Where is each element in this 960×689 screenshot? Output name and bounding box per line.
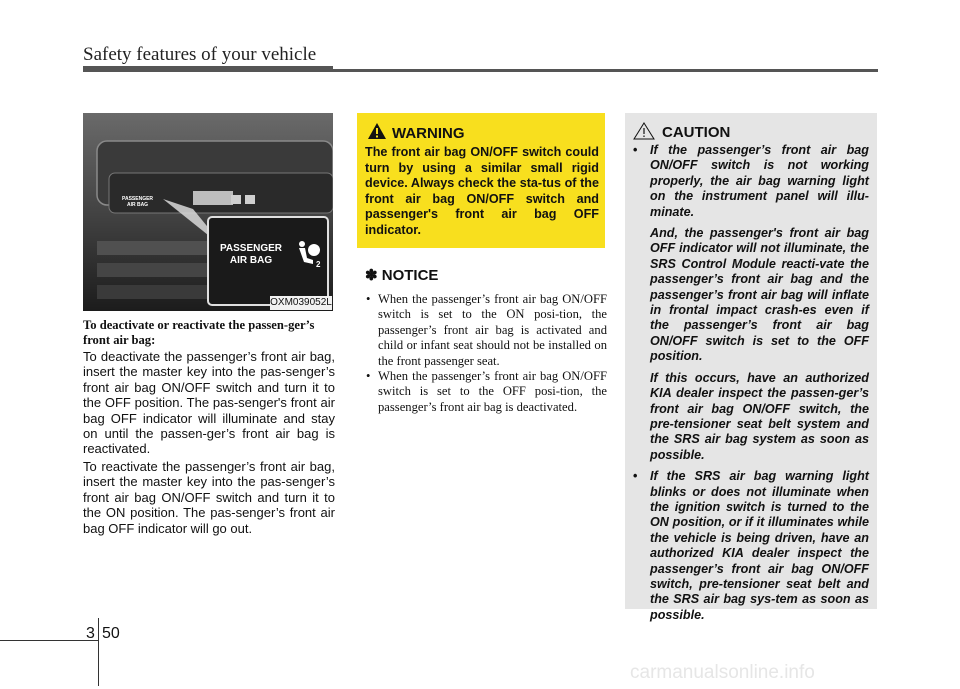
photo-label-small	[122, 196, 153, 208]
caution-list	[633, 143, 869, 623]
notice-item-text: When the passenger’s front air bag ON/OFF switch is set to the OFF posi-tion, the passenger’s front air bag is deactivated.	[378, 369, 607, 414]
caution-triangle-icon	[633, 122, 655, 140]
list-item	[633, 143, 869, 463]
footer-divider	[98, 618, 99, 686]
page-number: 50	[102, 625, 120, 642]
photo-label-big-line1: PASSENGER	[219, 243, 283, 254]
warning-title: WARNING	[392, 125, 465, 142]
caution-paragraph: If this occurs, have an authorized KIA dealer inspect the passen-ger’s front air bag ON/OFF switch, the pre-tensioner seat belt system and the SRS air bag system as soon as possible.	[650, 370, 869, 462]
section-number: 3	[86, 625, 95, 642]
airbag-off-icon	[294, 238, 324, 268]
bullet: •	[366, 292, 371, 306]
instruction-heading: To deactivate or reactivate the passen-ger’s front air bag:	[83, 318, 315, 347]
photo-label-big-line2: AIR BAG	[229, 255, 273, 266]
bullet: •	[633, 469, 638, 484]
list-item	[633, 469, 869, 623]
notice-list	[357, 292, 607, 415]
caution-paragraph: If the passenger’s front air bag ON/OFF switch is not working properly, the air bag warning light on the instrument panel will illu-minate.	[650, 143, 869, 219]
bullet: •	[366, 369, 371, 384]
airbag-switch-photo	[83, 113, 333, 311]
warning-triangle-icon	[367, 122, 387, 140]
bullet: •	[633, 143, 638, 157]
figure-code: OXM039052L	[270, 297, 332, 308]
page-header-title: Safety features of your vehicle	[83, 44, 317, 65]
notice-title: ✽ NOTICE	[365, 267, 439, 284]
reactivate-paragraph: To reactivate the passenger’s front air bag, insert the master key into the pas-senger’s front air bag ON/OFF switch and turn it to the ON position. The pas-senger’s front air bag OFF indicator will go out.	[83, 459, 335, 536]
warning-text: The front air bag ON/OFF switch could turn by using a similar small rigid device. Always check the sta-tus of the front air bag ON/OFF switch and passenger's front air bag OFF indicator.	[365, 145, 599, 237]
photo-label-small-line1: PASSENGER	[122, 196, 154, 202]
site-watermark: carmanualsonline.info	[630, 662, 815, 683]
photo-label-big	[216, 243, 286, 267]
caution-title: CAUTION	[662, 124, 731, 141]
photo-label-small-line2: AIR BAG	[126, 202, 149, 208]
list-item	[357, 369, 607, 415]
notice-item-text: When the passenger’s front air bag ON/OFF switch is set to the ON posi-tion, the passenger’s front air bag is activated and child or infant seat should not be installed on the front passenger seat.	[378, 292, 607, 368]
list-item	[357, 292, 607, 369]
caution-paragraph: If the SRS air bag warning light blinks or does not illuminate when the ignition switch is turned to the ON position, or if it illuminates while the vehicle is being driven, have an authorized KIA dealer inspect the passenger’s front air bag ON/OFF switch, pre-tensioner seat belt and the SRS air bag sys-tem as soon as possible.	[650, 469, 869, 622]
caution-paragraph: And, the passenger's front air bag OFF indicator will not illuminate, the SRS Control Module reacti-vate the passenger’s front air bag and the passenger’s front air bag will inflate in frontal impact crash-es even if the passenger’s front air bag ON/OFF switch is set to the OFF position.	[650, 226, 869, 364]
footer-rule	[0, 640, 98, 641]
header-rule	[83, 69, 878, 72]
svg-text:2: 2	[316, 260, 321, 268]
deactivate-paragraph: To deactivate the passenger’s front air bag, insert the master key into the pas-senger’s front air bag ON/OFF switch and turn it to the OFF position. The pas-senger's front air bag OFF indicator will illuminate and stay on until the passen-ger’s front air bag is reactivated.	[83, 349, 335, 457]
